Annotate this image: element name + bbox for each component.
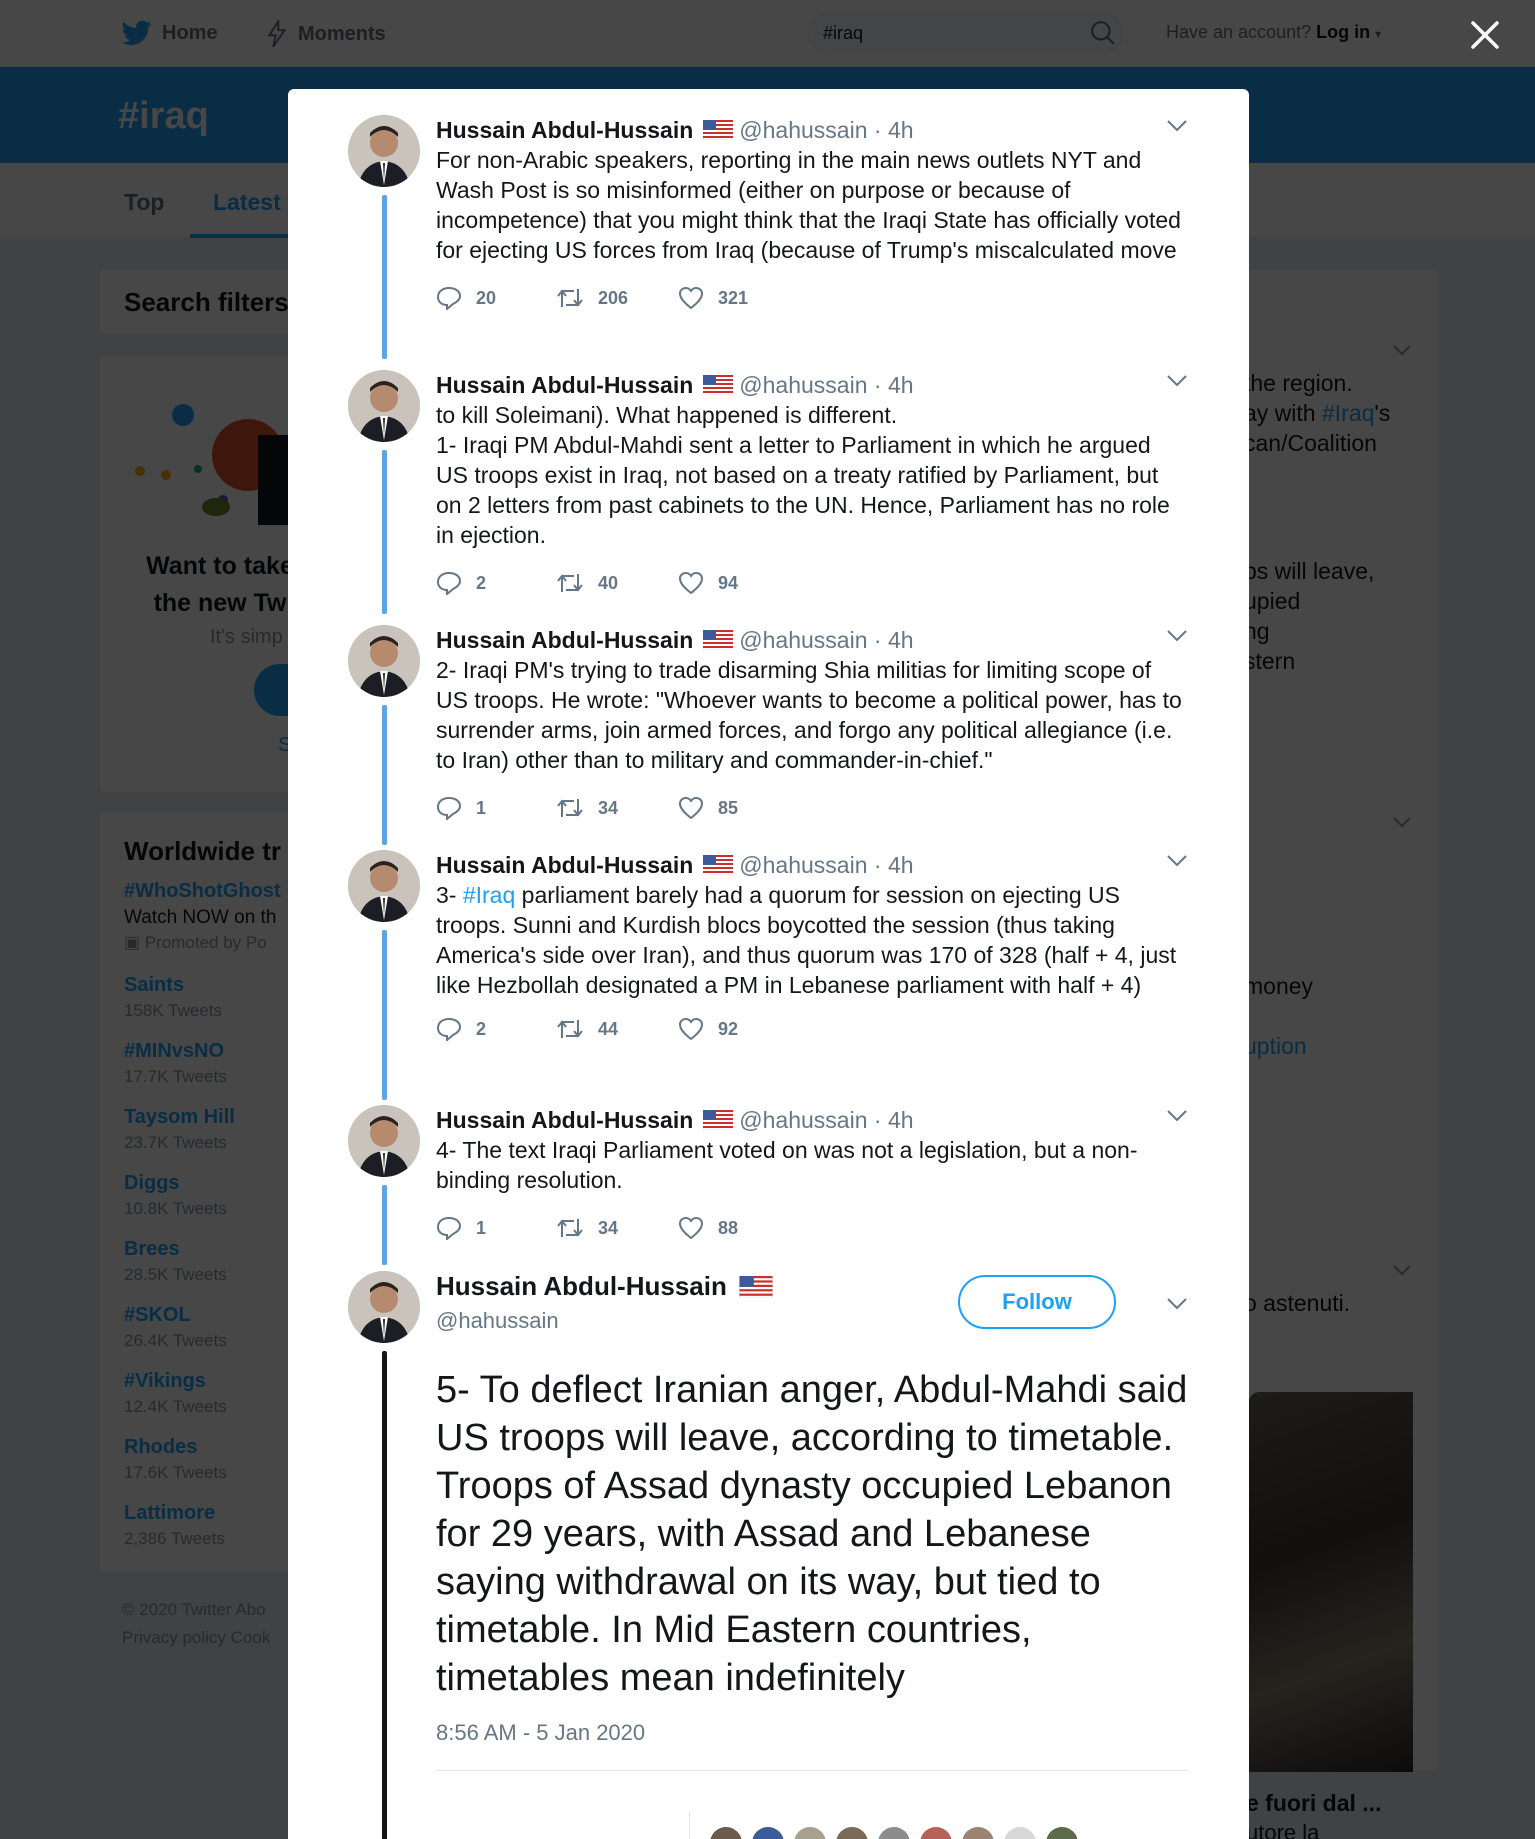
liker-avatar[interactable] xyxy=(878,1827,910,1839)
tweet-text xyxy=(436,880,1188,1000)
tweet-actions xyxy=(436,1014,1188,1044)
like-count: 88 xyxy=(718,1217,739,1238)
liker-avatar[interactable] xyxy=(836,1827,868,1839)
reply-button[interactable] xyxy=(436,286,556,310)
chevron-down-icon[interactable] xyxy=(1166,629,1188,643)
retweet-button[interactable] xyxy=(556,797,678,819)
reply-count: 2 xyxy=(476,572,487,593)
author-handle[interactable]: @hahussain xyxy=(739,371,868,398)
author-name[interactable]: Hussain Abdul-Hussain xyxy=(436,851,694,878)
tweet-text: For non-Arabic speakers, reporting in the main news outlets NYT and Wash Post is so misinformed (either on purpose or because of incompetence) that you might think that the Iraqi State has officially voted for ejecting US forces from Iraq (because of Trump's miscalculated move xyxy=(436,147,1188,263)
retweet-button[interactable] xyxy=(556,1217,678,1239)
avatar-photo xyxy=(348,370,420,442)
heart-icon xyxy=(678,571,704,595)
author-name[interactable]: Hussain Abdul-Hussain xyxy=(436,1271,727,1301)
us-flag-icon xyxy=(703,855,733,875)
thread-connector xyxy=(382,1185,387,1265)
thread-connector xyxy=(382,450,387,614)
tweet-header xyxy=(436,625,1188,655)
author-name[interactable]: Hussain Abdul-Hussain xyxy=(436,626,694,653)
avatar[interactable] xyxy=(348,850,420,922)
retweet-icon xyxy=(556,287,584,309)
tweet-content xyxy=(436,625,1188,823)
thread-connector xyxy=(382,195,387,359)
hashtag-link[interactable]: #Iraq xyxy=(462,882,516,908)
tweet-content xyxy=(436,1271,1188,1771)
tweet-timestamp[interactable]: 8:56 AM - 5 Jan 2020 xyxy=(436,1720,646,1745)
reply-count: 2 xyxy=(476,1018,487,1039)
like-button[interactable] xyxy=(678,1017,798,1041)
avatar[interactable] xyxy=(348,1271,420,1343)
follow-button[interactable]: Follow xyxy=(958,1275,1116,1329)
avatar-photo xyxy=(348,115,420,187)
heart-icon xyxy=(678,286,704,310)
retweet-count: 34 xyxy=(598,1217,619,1238)
thread-connector xyxy=(382,705,387,845)
tweet-time[interactable]: · 4h xyxy=(873,1106,914,1133)
reply-count: 20 xyxy=(476,287,497,308)
reply-count: 1 xyxy=(476,1217,487,1238)
tweet-text: 2- Iraqi PM's trying to trade disarming Shia militias for limiting scope of US troops. He wrote: "Whoever wants to become a political power, has to surrender arms, join armed forces, and forgo any political allegiance (i.e. to Iran) other than to military and commander-in-chief." xyxy=(436,657,1189,773)
tweet-time[interactable]: · 4h xyxy=(873,371,914,398)
author-handle[interactable]: @hahussain xyxy=(739,626,868,653)
reply-button[interactable] xyxy=(436,571,556,595)
chevron-down-icon[interactable] xyxy=(1166,374,1188,388)
thread-connector xyxy=(382,1351,387,1839)
reply-icon xyxy=(436,1017,462,1041)
retweet-icon xyxy=(556,797,584,819)
tweet-text: to kill Soleimani). What happened is different. 1- Iraqi PM Abdul-Mahdi sent a letter to Parliament in which he argued US troops exist in Iraq, not based on a treaty ratified by Parliament, but on 2 letters from past cabinets to the UN. Hence, Parliament has no role in ejection. xyxy=(436,402,1170,548)
heart-icon xyxy=(678,1017,704,1041)
author-handle[interactable]: @hahussain xyxy=(739,116,868,143)
tweet-time[interactable]: · 4h xyxy=(873,851,914,878)
avatar-photo xyxy=(348,1271,420,1343)
tweet-header xyxy=(436,115,1188,145)
heart-icon xyxy=(678,796,704,820)
like-count: 85 xyxy=(718,797,739,818)
tweet-content xyxy=(436,115,1188,313)
avatar[interactable] xyxy=(348,625,420,697)
tweet-time[interactable]: · 4h xyxy=(873,116,914,143)
avatar-photo xyxy=(348,625,420,697)
retweet-button[interactable] xyxy=(556,572,678,594)
author-handle[interactable]: @hahussain xyxy=(436,1308,559,1333)
retweet-icon xyxy=(556,1217,584,1239)
avatar[interactable] xyxy=(348,115,420,187)
author-handle[interactable]: @hahussain xyxy=(739,1106,868,1133)
tweet-actions xyxy=(436,1213,1188,1243)
chevron-down-icon[interactable] xyxy=(1166,119,1188,133)
liker-avatar[interactable] xyxy=(962,1827,994,1839)
retweet-icon xyxy=(556,1018,584,1040)
liker-avatar[interactable] xyxy=(794,1827,826,1839)
author-name[interactable]: Hussain Abdul-Hussain xyxy=(436,1106,694,1133)
divider xyxy=(436,1770,1188,1771)
close-icon[interactable] xyxy=(1467,17,1503,53)
like-count: 321 xyxy=(718,287,749,308)
retweet-count: 44 xyxy=(598,1018,619,1039)
tweet-thread-modal xyxy=(288,89,1249,1839)
retweet-count: 34 xyxy=(598,797,619,818)
tweet-actions xyxy=(436,283,1188,313)
liker-avatar[interactable] xyxy=(1004,1827,1036,1839)
avatar-photo xyxy=(348,1105,420,1177)
tweet-actions xyxy=(436,793,1188,823)
like-button[interactable] xyxy=(678,571,798,595)
tweet-header xyxy=(436,370,1188,400)
tweet-content xyxy=(436,850,1188,1044)
reply-icon xyxy=(436,286,462,310)
us-flag-icon xyxy=(703,1110,733,1130)
avatar[interactable] xyxy=(348,370,420,442)
us-flag-icon xyxy=(739,1276,773,1298)
tweet-text-rest: parliament barely had a quorum for session on ejecting US troops. Sunni and Kurdish blocs boycotted the session (thus taking America's side over Iran), and thus quorum was 170 of 328 (half + 4, just like Hezbollah designated a PM in Lebanese parliament with half + 4) xyxy=(436,882,1183,998)
reply-icon xyxy=(436,571,462,595)
tweet-header xyxy=(436,1105,1188,1135)
tweet-content xyxy=(436,370,1188,598)
like-button[interactable] xyxy=(678,796,798,820)
retweet-button[interactable] xyxy=(556,287,678,309)
avatar-photo xyxy=(348,850,420,922)
like-count: 92 xyxy=(718,1018,739,1039)
chevron-down-icon[interactable] xyxy=(1166,1109,1188,1123)
like-button[interactable] xyxy=(678,286,798,310)
author-name[interactable]: Hussain Abdul-Hussain xyxy=(436,116,694,143)
retweet-count: 206 xyxy=(598,287,629,308)
likers-avatars[interactable] xyxy=(710,1827,1088,1839)
retweet-count: 40 xyxy=(598,572,619,593)
retweet-icon xyxy=(556,572,584,594)
reply-button[interactable] xyxy=(436,1017,556,1041)
reply-button[interactable] xyxy=(436,796,556,820)
retweet-button[interactable] xyxy=(556,1018,678,1040)
tweet-content xyxy=(436,1105,1188,1243)
us-flag-icon xyxy=(703,120,733,140)
heart-icon xyxy=(678,1216,704,1240)
avatar[interactable] xyxy=(348,1105,420,1177)
liker-avatar[interactable] xyxy=(752,1827,784,1839)
stats-separator xyxy=(689,1811,690,1839)
reply-icon xyxy=(436,1216,462,1240)
liker-avatar[interactable] xyxy=(710,1827,742,1839)
tweet-header xyxy=(436,850,1188,880)
reply-button[interactable] xyxy=(436,1216,556,1240)
liker-avatar[interactable] xyxy=(920,1827,952,1839)
liker-avatar[interactable] xyxy=(1046,1827,1078,1839)
us-flag-icon xyxy=(703,630,733,650)
reply-count: 1 xyxy=(476,797,487,818)
chevron-down-icon[interactable] xyxy=(1166,1297,1188,1311)
author-handle[interactable]: @hahussain xyxy=(739,851,868,878)
tweet-actions xyxy=(436,568,1188,598)
us-flag-icon xyxy=(703,375,733,395)
like-button[interactable] xyxy=(678,1216,798,1240)
author-name[interactable]: Hussain Abdul-Hussain xyxy=(436,371,694,398)
reply-icon xyxy=(436,796,462,820)
focused-tweet-text: 5- To deflect Iranian anger, Abdul-Mahdi said US troops will leave, according to timetable. Troops of Assad dynasty occupied Lebanon for 29 years, with Assad and Lebanese saying withdrawal on its way, but tied to timetable. In Mid Eastern countries, timetables mean indefinitely xyxy=(436,1369,1188,1699)
tweet-text-prefix: 3- xyxy=(436,882,463,908)
chevron-down-icon[interactable] xyxy=(1166,854,1188,868)
thread-connector xyxy=(382,930,387,1100)
like-count: 94 xyxy=(718,572,739,593)
tweet-text: 4- The text Iraqi Parliament voted on was not a legislation, but a non-binding resolution. xyxy=(436,1137,1138,1193)
tweet-time[interactable]: · 4h xyxy=(873,626,914,653)
